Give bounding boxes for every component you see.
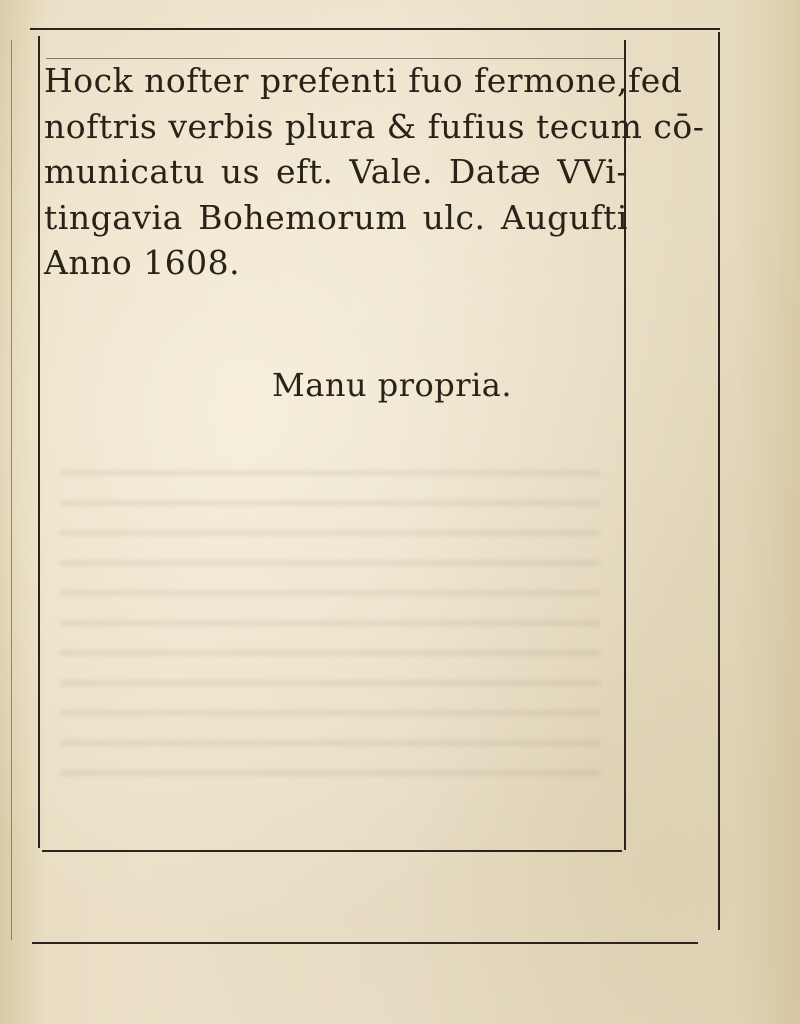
inner-frame-left-rule (38, 36, 40, 848)
bleed-through-text (60, 470, 600, 790)
inner-frame-bottom-rule (42, 850, 622, 852)
letter-line-2: noftris verbis plura & fufius tecum cō- (44, 106, 705, 146)
letter-line-5: Anno 1608. (44, 243, 241, 282)
outer-frame-left-rule (11, 40, 12, 940)
outer-frame-top-rule (30, 28, 720, 30)
outer-frame-right-rule (718, 32, 720, 930)
letter-line-3: municatu us eft. Vale. Datæ VVi- (44, 152, 628, 191)
signature-line: Manu propria. (272, 366, 513, 404)
letter-line-4: tingavia Bohemorum ulc. Augufti (44, 197, 628, 237)
outer-frame-bottom-rule (32, 942, 698, 944)
letter-body (44, 58, 705, 286)
letter-line-1: Hock nofter prefenti fuo fermone,fed (44, 61, 683, 100)
